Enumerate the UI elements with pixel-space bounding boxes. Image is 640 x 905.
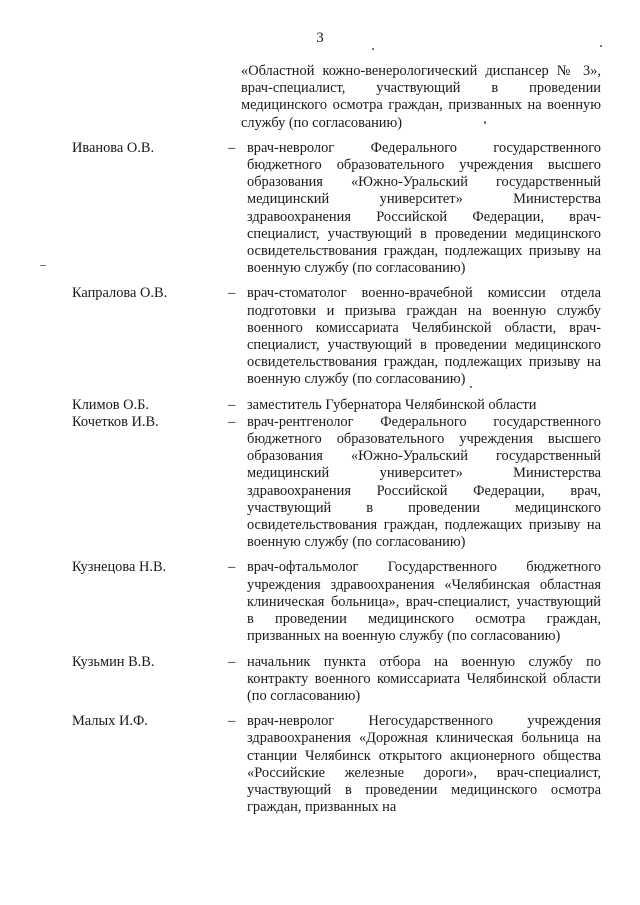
dash-separator: – — [228, 139, 236, 156]
commission-member-entry — [66, 140, 601, 278]
member-name: Кочетков И.В. — [72, 413, 159, 430]
commission-member-entry — [66, 414, 601, 552]
dash-separator: – — [228, 713, 236, 730]
dash-separator: – — [228, 396, 236, 413]
scan-speck — [40, 265, 46, 266]
scan-speck — [372, 48, 374, 50]
member-position: заместитель Губернатора Челябинской области — [247, 396, 537, 413]
member-name: Малых И.Ф. — [72, 713, 148, 730]
scan-speck — [470, 386, 472, 388]
member-name: Иванова О.В. — [72, 139, 155, 156]
member-name: Кузнецова Н.В. — [72, 559, 167, 576]
member-position: начальник пункта отбора на военную службу по контракту военного комиссариата Челябинской области (по согласованию) — [247, 653, 601, 704]
commission-member-entry — [66, 713, 601, 816]
commission-member-entry — [66, 559, 601, 645]
continued-entry-text: «Областной кожно-венерологический диспансер № 3», врач-специалист, участвующий в проведении медицинского осмотра граждан, призванных на военную службу (по согласованию) — [241, 63, 601, 131]
scan-speck — [600, 45, 602, 47]
member-position: врач-рентгенолог Федерального государственного бюджетного образовательного учреждения высшего образования «Южно-Уральский государственный медицинский университет» Министерства здравоохранения Российской Федерации, врач, участвующий в проведении медицинского освидетельствования граждан, подлежащих призыву на военную службу (по согласованию) — [247, 413, 601, 551]
member-name: Климов О.Б. — [72, 396, 150, 413]
commission-member-entry — [66, 397, 601, 414]
dash-separator: – — [228, 413, 236, 430]
member-position: врач-невролог Федерального государственного бюджетного образовательного учреждения высшего образования «Южно-Уральский государственный медицинский университет» Министерства здравоохранения Российской Федерации, врач-специалист, участвующий в проведении медицинского освидетельствования граждан, подлежащих призыву на военную службу (по согласованию) — [247, 139, 601, 277]
member-name: Кузьмин В.В. — [72, 653, 155, 670]
member-position: врач-стоматолог военно-врачебной комиссии отдела подготовки и призыва граждан на военную службу военного комиссариата Челябинской области, врач-специалист, участвующий в проведении медицинского освидетельствования граждан, подлежащих призыву на военную службу (по согласованию) — [247, 285, 601, 388]
member-position: врач-невролог Негосударственного учреждения здравоохранения «Дорожная клиническая больница на станции Челябинск открытого акционерного общества «Российские железные дороги», врач-специалист, участвующий в проведении медицинского осмотра граждан, призванных на — [247, 713, 601, 816]
dash-separator: – — [228, 653, 236, 670]
member-position: врач-офтальмолог Государственного бюджетного учреждения здравоохранения «Челябинская областная клиническая больница», врач-специалист, участвующий в проведении медицинского осмотра граждан, призванных на военную службу (по согласованию) — [247, 559, 601, 645]
member-name: Капралова О.В. — [72, 285, 168, 302]
scan-speck — [484, 121, 486, 124]
dash-separator: – — [228, 285, 236, 302]
document-body — [66, 63, 601, 816]
page-number: 3 — [316, 30, 324, 46]
commission-member-entry — [66, 285, 601, 388]
commission-member-entry — [66, 654, 601, 706]
dash-separator: – — [228, 559, 236, 576]
